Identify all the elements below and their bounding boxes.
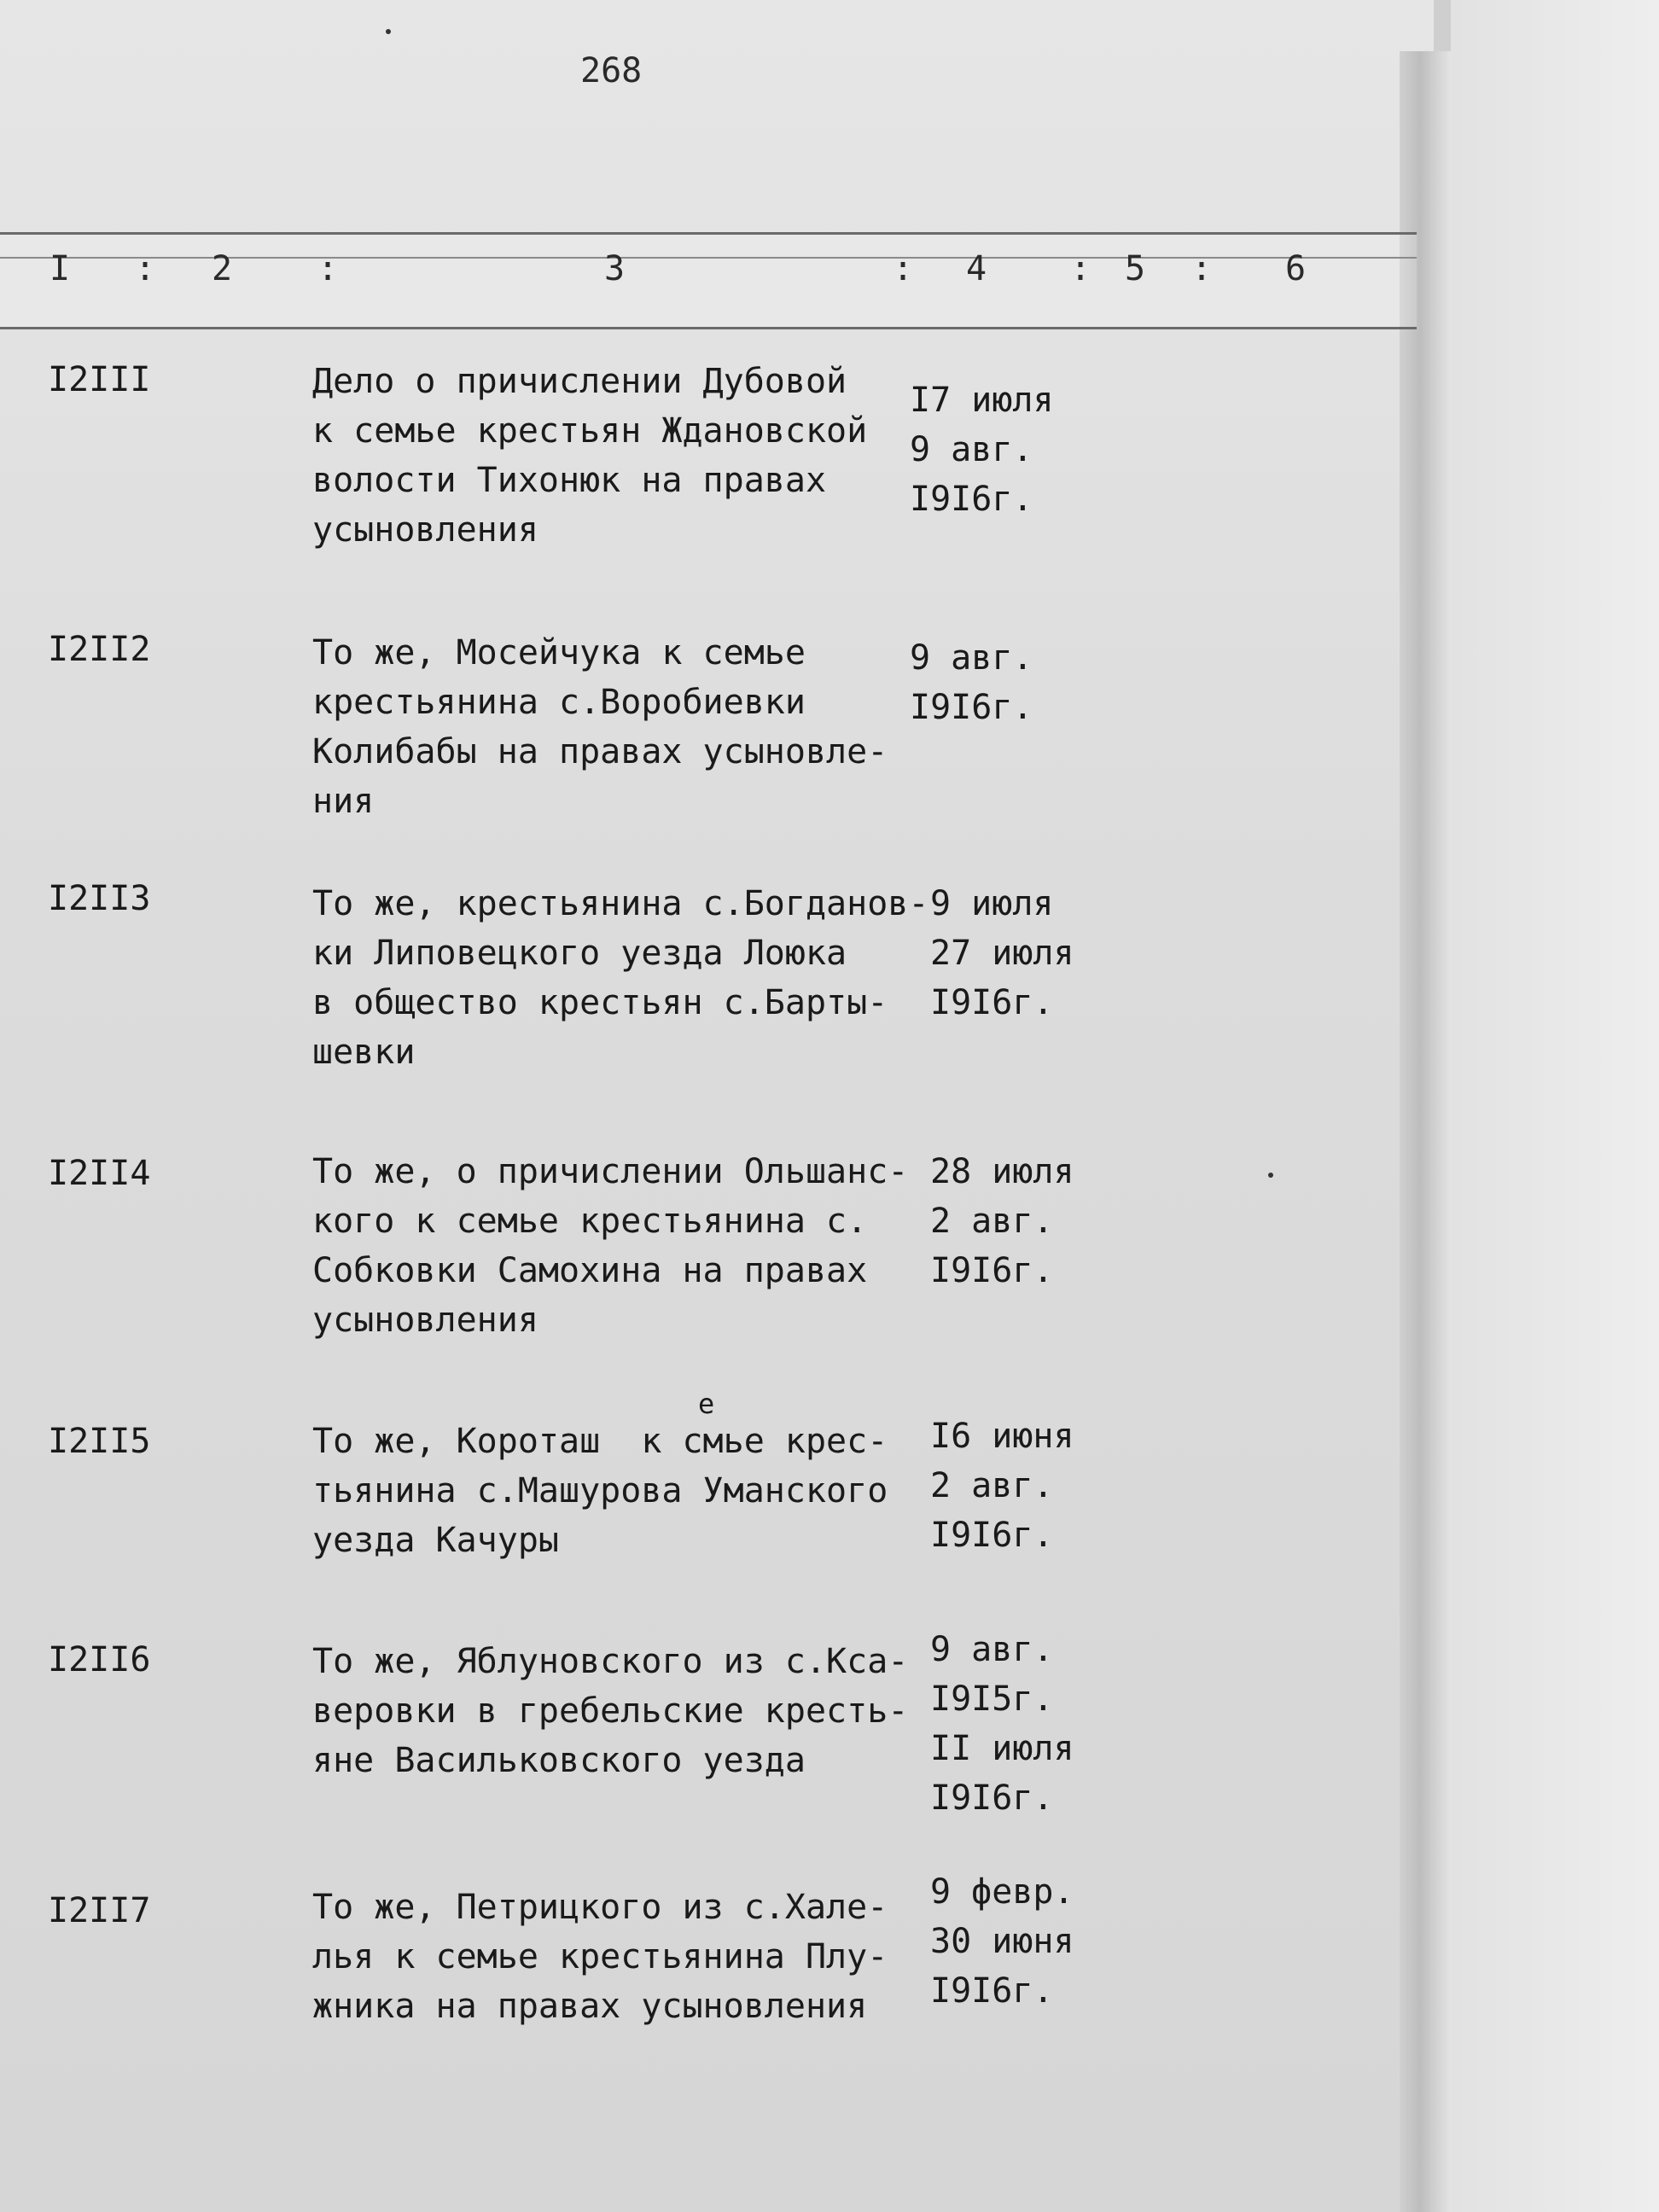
scan-speck — [386, 29, 391, 34]
column-header-5: 5 — [1125, 249, 1146, 288]
entry-date: 2 авг. — [930, 1466, 1054, 1505]
entry-line: крестьянина с.Воробиевки — [312, 683, 806, 722]
entry-description — [312, 628, 927, 826]
column-header-4: 4 — [966, 249, 987, 288]
entry-date: I9I6г. — [930, 983, 1054, 1022]
entry-date: I9I6г. — [930, 1516, 1054, 1555]
entry-number: I2III — [48, 360, 151, 399]
entry-date: 9 авг. — [910, 638, 1033, 678]
entry-date: I9I6г. — [930, 1251, 1054, 1290]
entry-number: I2II5 — [48, 1422, 151, 1461]
column-separator-4: : — [1070, 249, 1091, 288]
entry-line: в общество крестьян с.Барты- — [312, 983, 888, 1022]
entry-number: I2II3 — [48, 879, 151, 918]
entry-line: жника на правах усыновления — [312, 1987, 868, 2026]
entry-number: I2II6 — [48, 1640, 151, 1679]
entry-line: ния — [312, 782, 375, 821]
page-edge-shadow — [1400, 51, 1451, 2212]
entry-description — [312, 1417, 927, 1565]
entry-number: I2II4 — [48, 1154, 151, 1193]
page-number: 268 — [580, 51, 643, 90]
entry-date: 28 июля — [930, 1152, 1074, 1191]
entry-description — [312, 879, 927, 1077]
entry-date: I7 июля — [910, 381, 1054, 420]
entry-dates — [930, 1867, 1101, 2016]
entry-date: I9I6г. — [930, 1778, 1054, 1818]
entry-date: 30 июня — [930, 1922, 1074, 1961]
entry-line: усыновления — [312, 510, 538, 550]
entry-dates — [930, 1412, 1101, 1560]
entry-number: I2II7 — [48, 1891, 151, 1930]
entry-date: 9 июля — [930, 884, 1054, 923]
column-header-3: 3 — [604, 249, 626, 288]
entry-dates — [910, 633, 1080, 732]
typed-correction: е — [698, 1388, 715, 1420]
entry-dates — [930, 1147, 1101, 1295]
entry-description — [312, 1883, 927, 2031]
entry-line: кого к семье крестьянина с. — [312, 1202, 868, 1241]
entry-line: То же, Яблуновского из с.Кса- — [312, 1642, 909, 1681]
column-header-6: 6 — [1285, 249, 1307, 288]
entry-dates — [910, 375, 1080, 524]
entry-line: ки Липовецкого уезда Лоюка — [312, 934, 847, 973]
entry-date: I9I5г. — [930, 1679, 1054, 1719]
entry-line: Дело о причислении Дубовой — [312, 362, 847, 401]
entry-dates — [930, 1625, 1101, 1823]
entry-date: 9 авг. — [930, 1630, 1054, 1669]
entry-line: То же, Мосейчука к семье — [312, 633, 806, 672]
column-separator-2: : — [317, 249, 339, 288]
entry-line: То же, Петрицкого из с.Хале- — [312, 1888, 888, 1927]
entry-number: I2II2 — [48, 630, 151, 669]
column-separator-1: : — [135, 249, 156, 288]
entry-date: I9I6г. — [930, 1971, 1054, 2011]
entry-date: 27 июля — [930, 934, 1074, 973]
entry-description — [312, 357, 927, 555]
entry-description — [312, 1147, 927, 1345]
entry-line: к семье крестьян Ждановской — [312, 411, 868, 451]
entry-line: лья к семье крестьянина Плу- — [312, 1937, 888, 1976]
entry-dates — [930, 879, 1101, 1027]
entry-line: Собковки Самохина на правах — [312, 1251, 868, 1290]
entry-line: То же, крестьянина с.Богданов- — [312, 884, 929, 923]
entry-line: веровки в гребельские кресть- — [312, 1691, 909, 1731]
entry-line: тьянина с.Машурова Уманского — [312, 1471, 888, 1511]
column-header-2: 2 — [212, 249, 233, 288]
column-header-1: I — [49, 249, 71, 288]
entry-line: уезда Качуры — [312, 1521, 559, 1560]
scan-speck — [1268, 1173, 1273, 1178]
entry-line: волости Тихонюк на правах — [312, 461, 827, 500]
entry-date: 2 авг. — [930, 1202, 1054, 1241]
entry-date: 9 февр. — [930, 1872, 1074, 1912]
background-surface — [1451, 0, 1659, 2212]
entry-description — [312, 1637, 927, 1785]
entry-date: 9 авг. — [910, 430, 1033, 469]
entry-line: усыновления — [312, 1301, 538, 1340]
entry-line: яне Васильковского уезда — [312, 1741, 806, 1780]
column-separator-5: : — [1191, 249, 1213, 288]
entry-line: То же, о причислении Ольшанс- — [312, 1152, 909, 1191]
column-separator-3: : — [893, 249, 914, 288]
entry-date: I9I6г. — [910, 688, 1033, 727]
entry-line: То же, Короташ к смье крес- — [312, 1422, 888, 1461]
entry-date: I9I6г. — [910, 480, 1033, 519]
entry-date: I6 июня — [930, 1417, 1074, 1456]
entry-line: шевки — [312, 1033, 416, 1072]
entry-line: Колибабы на правах усыновле- — [312, 732, 888, 771]
entry-date: II июля — [930, 1729, 1074, 1768]
